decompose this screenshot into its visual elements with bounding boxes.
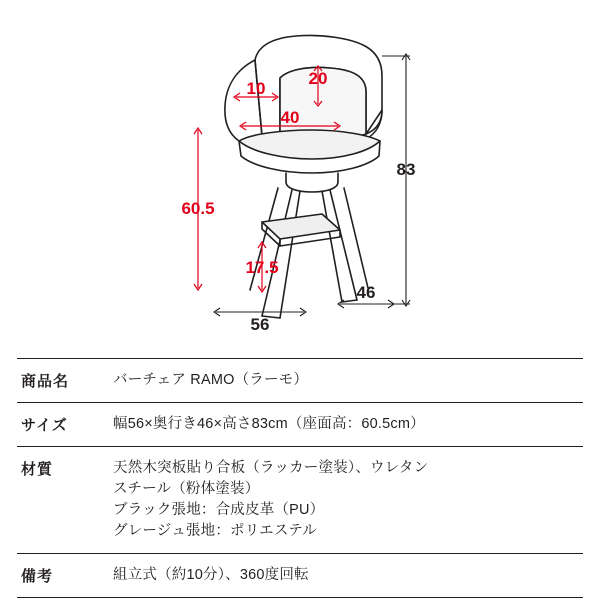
spec-label-notes: 備考 [21, 568, 54, 586]
spec-value-product-name [113, 359, 583, 403]
spec-label-material: 材質 [21, 461, 54, 479]
spec-value-material [113, 447, 583, 554]
leg-right-rear [344, 188, 368, 288]
spec-table-wrapper [0, 358, 600, 598]
dim-label-total-width: 56 [250, 315, 270, 334]
spec-value-size [113, 403, 583, 447]
dim-label-total-depth: 46 [356, 283, 376, 302]
table-row [17, 359, 583, 403]
footrest-ring [262, 214, 340, 239]
swivel-hub [286, 173, 338, 192]
leg-front-left-inner [280, 191, 300, 318]
table-row [17, 403, 583, 447]
table-row [17, 554, 583, 598]
leg-back-right [330, 190, 357, 300]
table-row [17, 447, 583, 554]
dim-label-footrest-height: 17.5 [245, 258, 279, 277]
spec-value-notes [113, 554, 583, 598]
dim-label-total-height: 83 [396, 160, 416, 179]
spec-value-line: ブラック張地：合成皮革（PU） [113, 502, 325, 519]
foot-right [342, 300, 357, 302]
spec-label-product-name: 商品名 [21, 373, 70, 390]
spec-value-line: スチール（粉体塗装） [113, 481, 260, 498]
spec-table [17, 358, 583, 598]
spec-value-line: 組立式（約10分）、360度回転 [113, 567, 309, 584]
seat-cushion [239, 130, 380, 159]
leg-back-right-inner [322, 191, 342, 302]
leg-front-left [262, 190, 292, 316]
spec-value-line: 天然木突板貼り合板（ラッカー塗装）、ウレタン [113, 460, 429, 477]
spec-value-line: バーチェア RAMO（ラーモ） [113, 372, 309, 388]
dim-label-seat-depth-small: 10 [246, 79, 266, 98]
dim-line-total-height [402, 54, 410, 306]
spec-label-size: サイズ [21, 417, 68, 435]
dim-label-seat-width: 40 [280, 108, 300, 127]
dim-label-seat-height: 60.5 [181, 199, 215, 218]
spec-value-line: 幅56×奥行き46×高さ83cm（座面高：60.5cm） [113, 416, 425, 433]
spec-value-line: グレージュ張地：ポリエステル [113, 523, 317, 540]
dim-label-backrest-height: 20 [308, 69, 328, 88]
